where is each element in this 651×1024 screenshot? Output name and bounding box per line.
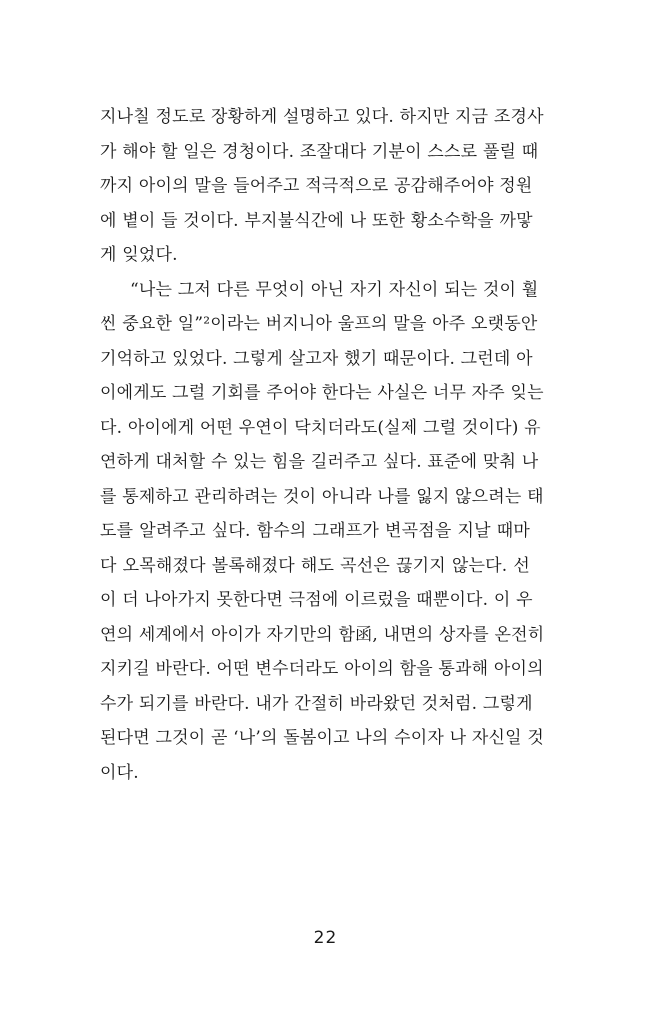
text-line: 된다면 그것이 곧 ‘나’의 돌봄이고 나의 수이자 나 자신일 것 [100, 728, 544, 748]
text-line: 수가 되기를 바란다. 내가 간절히 바라왔던 것처럼. 그렇게 [100, 693, 533, 714]
text-line: 지키길 바란다. 어떤 변수더라도 아이의 함을 통과해 아이의 [100, 659, 544, 679]
text-line: 연의 세계에서 아이가 자기만의 함函, 내면의 상자를 온전히 [100, 624, 545, 645]
body-text [100, 100, 545, 790]
text-line: 이 더 나아가지 못한다면 극점에 이르렀을 때뿐이다. 이 우 [100, 590, 533, 610]
text-line: 가 해야 할 일은 경청이다. 조잘대다 기분이 스스로 풀릴 때 [100, 141, 539, 162]
text-line: 지나칠 정도로 장황하게 설명하고 있다. 하지만 지금 조경사 [100, 107, 544, 127]
text-line: 에 볕이 들 것이다. 부지불식간에 나 또한 황소수학을 까맣 [100, 210, 533, 231]
text-line: 를 통제하고 관리하려는 것이 아니라 나를 잃지 않으려는 태 [100, 486, 544, 507]
text-line: 도를 알려주고 싶다. 함수의 그래프가 변곡점을 지날 때마 [100, 521, 530, 541]
text-line: 까지 아이의 말을 들어주고 적극적으로 공감해주어야 정원 [100, 176, 533, 196]
text-line: 다. 아이에게 어떤 우연이 닥치더라도(실제 그럴 것이다) 유 [100, 417, 541, 438]
text-line: 이다. [100, 762, 139, 783]
text-line: 이에게도 그럴 기회를 주어야 한다는 사실은 너무 자주 잊는 [100, 383, 544, 403]
text-line: 다 오목해졌다 볼록해졌다 해도 곡선은 끊기지 않는다. 선 [100, 555, 530, 576]
text-line: “나는 그저 다른 무엇이 아닌 자기 자신이 되는 것이 훨 [130, 279, 539, 300]
text-line: 기억하고 있었다. 그렇게 살고자 했기 때문이다. 그런데 아 [100, 348, 533, 369]
text-line: 씬 중요한 일”²이라는 버지니아 울프의 말을 아주 오랫동안 [100, 314, 538, 334]
page-number: 22 [313, 928, 338, 948]
text-line: 연하게 대처할 수 있는 힘을 길러주고 싶다. 표준에 맞춰 나 [100, 452, 539, 472]
text-line: 게 잊었다. [100, 245, 178, 265]
